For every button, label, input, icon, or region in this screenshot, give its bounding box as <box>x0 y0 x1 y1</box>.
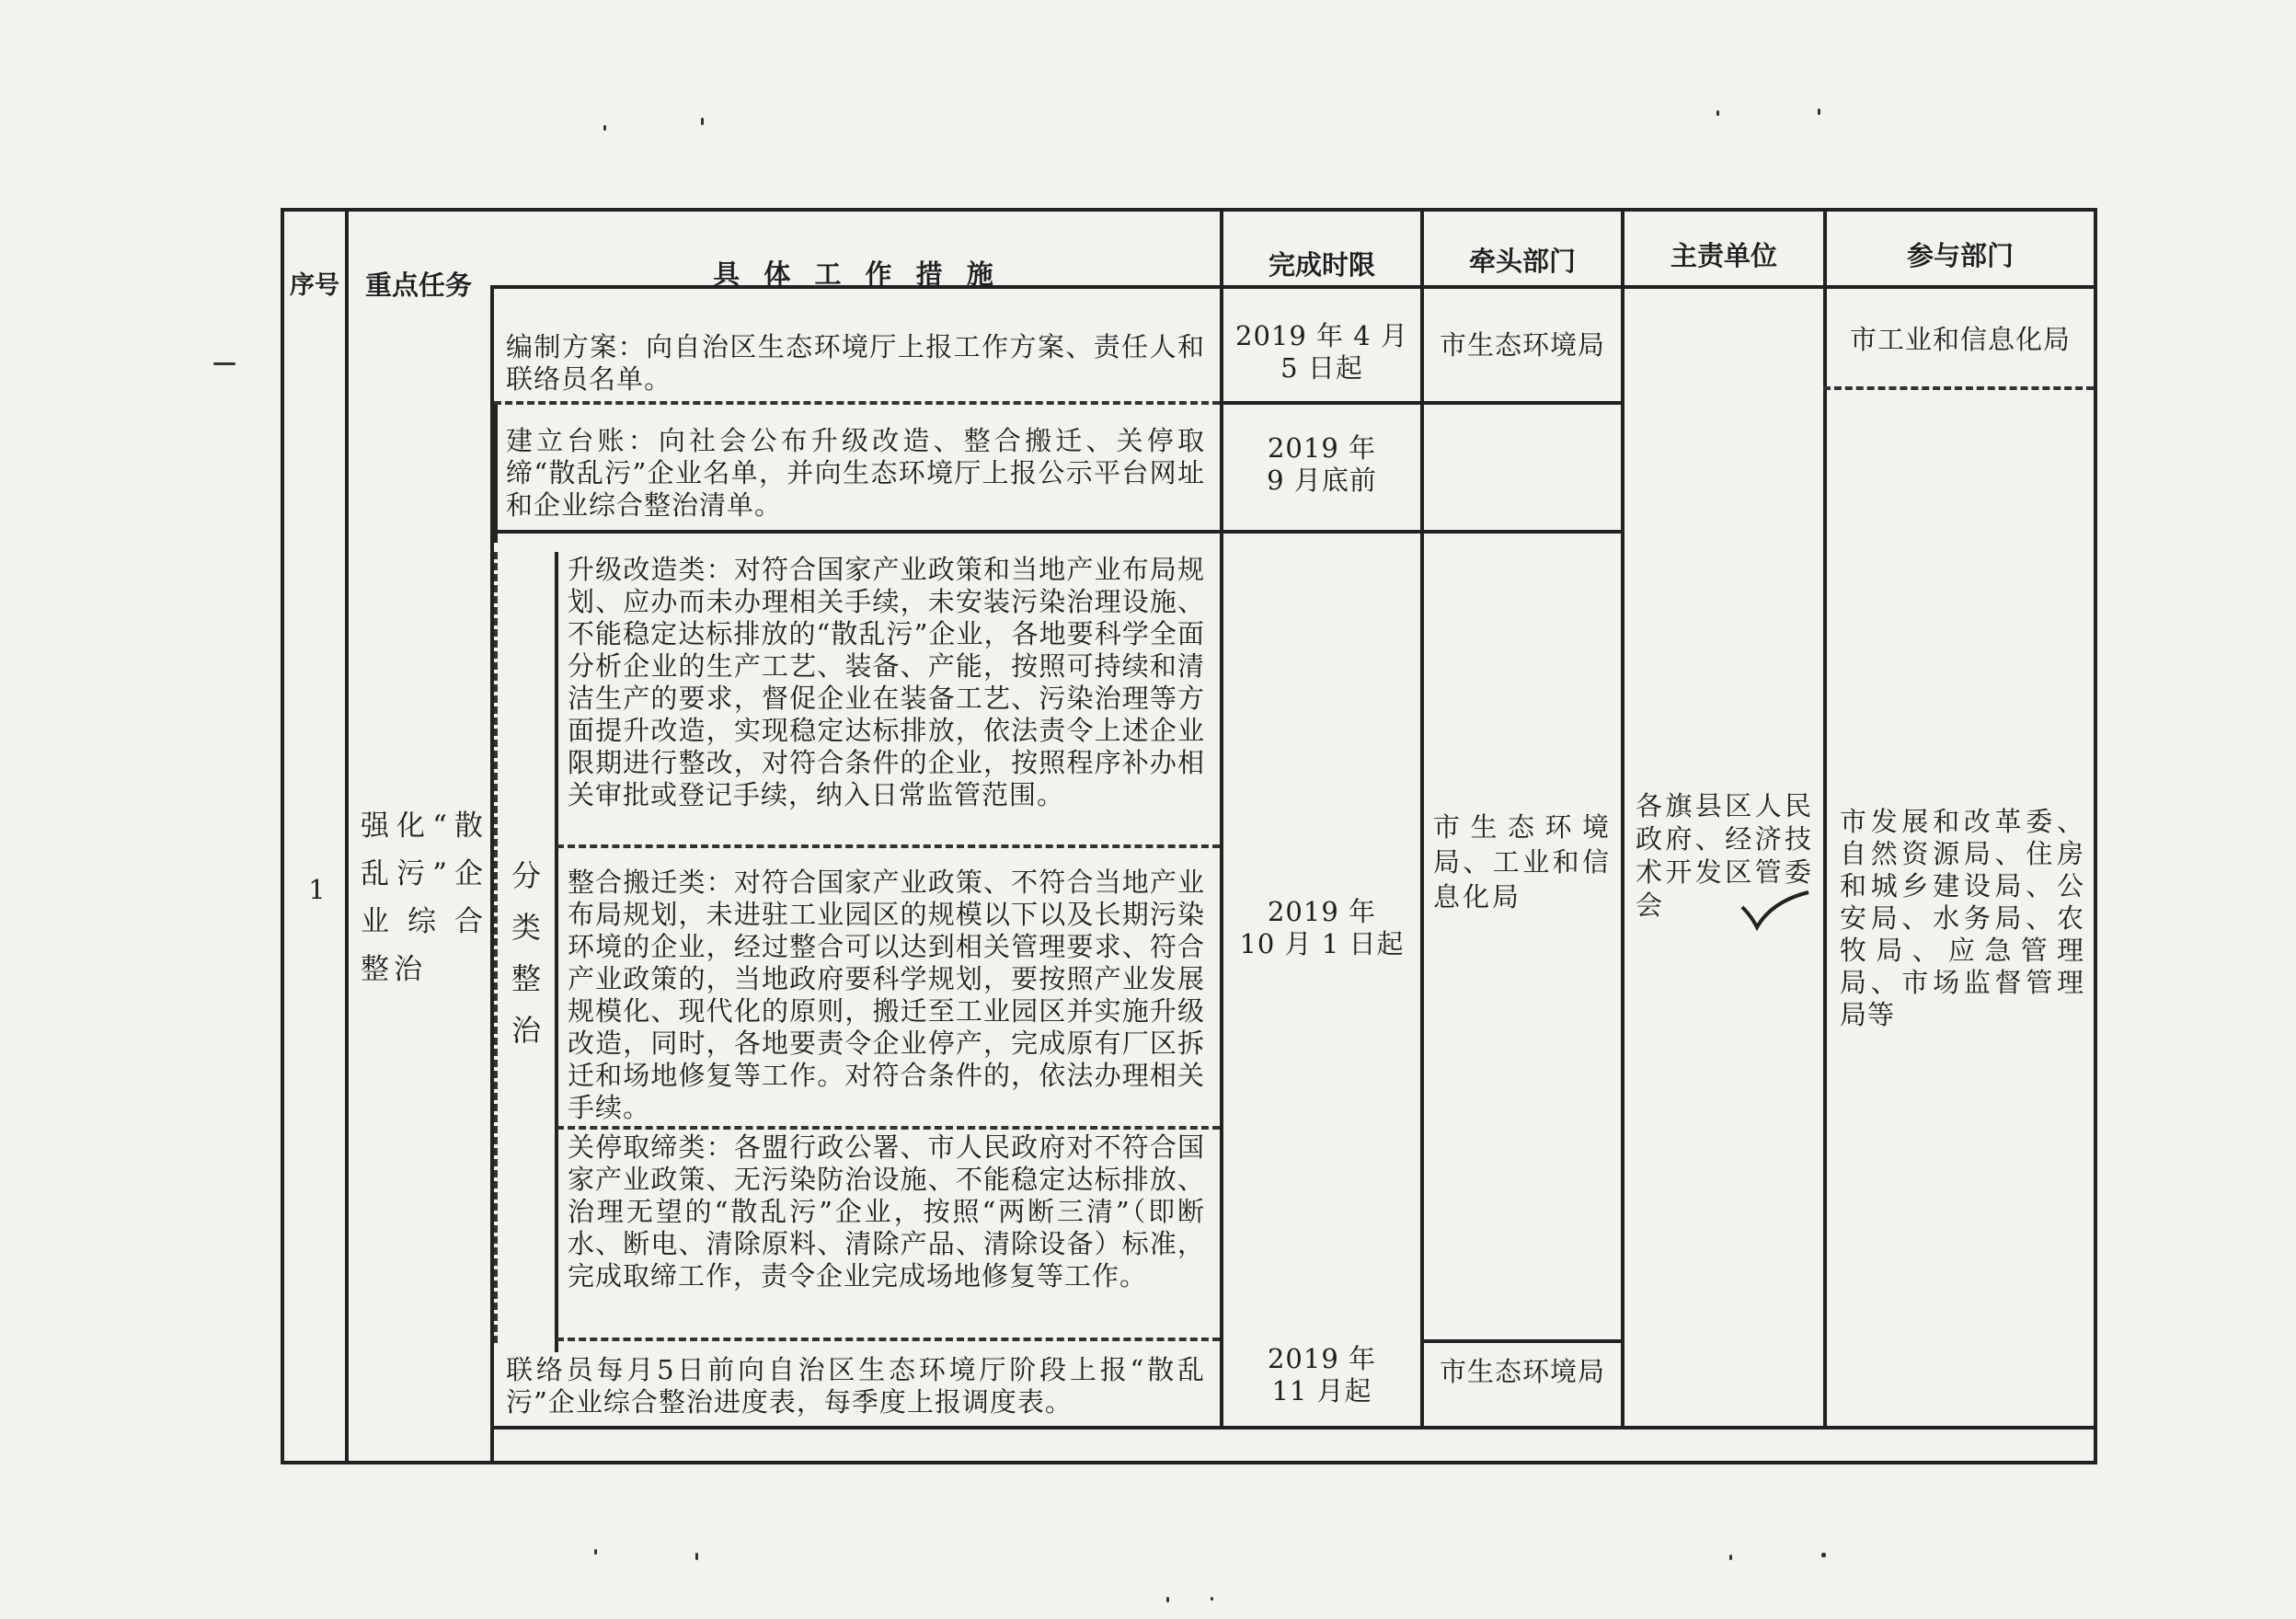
row-divider-1-right <box>1220 401 1624 405</box>
header-lead: 牵头部门 <box>1468 246 1576 277</box>
subcol-divider-left <box>494 552 498 1343</box>
scan-mark <box>701 118 704 125</box>
deadline-4: 2019 年 11 月起 <box>1267 1343 1377 1407</box>
measure-upgrade: 升级改造类：对符合国家产业政策和当地产业布局规划、应办而未办理相关手续，未安装污染治理设施、不能稳定达标排放的“散乱污”企业，各地要科学全面分析企业的生产工艺、装备、产能，按照可持续和清洁生产的要求，督促企业在装备工艺、污染治理等方面提升改造，实现稳定达标排放，依法责令上述企业限期进行整改，对符合条件的企业，按照程序补办相关审批或登记手续，纳入日常监管范围。 <box>568 554 1205 810</box>
row-divider-1 <box>494 401 1220 405</box>
scan-mark <box>1716 110 1719 116</box>
row-task: 强化“散乱污”企业综合整治 <box>361 810 488 986</box>
deadline-1: 2019 年 4 月 5 日起 <box>1235 320 1408 384</box>
subrow-divider-3 <box>557 1338 1220 1341</box>
subrow-divider-2 <box>557 1126 1220 1130</box>
table-right-border <box>2094 208 2097 1464</box>
header-participating: 参与部门 <box>1906 240 2014 271</box>
responsible-unit: 各旗县区人民政府、经济技术开发区管委会 <box>1636 790 1814 921</box>
scan-mark <box>1818 109 1820 115</box>
table-left-border <box>281 208 284 1464</box>
participating-divider <box>1823 386 2094 390</box>
table-bottom-border <box>281 1461 2097 1464</box>
deadline-2: 2019 年 9 月底前 <box>1267 432 1377 496</box>
row-divider-2-lead <box>1420 530 1624 534</box>
col-divider-lead <box>1621 208 1624 1428</box>
scan-mark <box>213 362 235 365</box>
scan-mark <box>1166 1597 1169 1602</box>
measure-plan: 编制方案：向自治区生态环境厅上报工作方案、责任人和联络员名单。 <box>506 331 1205 395</box>
header-measures: 具 体 工 作 措 施 <box>713 258 1001 290</box>
header-responsible: 主责单位 <box>1670 240 1777 271</box>
col-divider-measures <box>1220 208 1223 1428</box>
checkmark-icon <box>1739 889 1812 935</box>
header-seq: 序号 <box>290 271 339 300</box>
subcol-divider-right <box>555 552 558 1352</box>
col-divider-deadline <box>1420 208 1424 1428</box>
participating-1: 市工业和信息化局 <box>1849 324 2071 355</box>
scan-mark <box>1211 1597 1213 1601</box>
scan-mark <box>1821 1553 1826 1557</box>
measure-shutdown: 关停取缔类：各盟行政公署、市人民政府对不符合国家产业政策、无污染防治设施、不能稳定达标排放、治理无望的“散乱污”企业，按照“两断三清”（即断水、断电、清除原料、清除产品、清除设备）标准，完成取缔工作，责令企业完成场地修复等工作。 <box>568 1131 1205 1292</box>
measure-left-border <box>494 405 498 543</box>
subrow-divider-1 <box>557 844 1220 848</box>
lead-divider-3 <box>1420 1339 1624 1343</box>
lead-unit-3: 市生态环境局 <box>1439 1356 1605 1387</box>
scan-mark <box>603 125 606 131</box>
measure-report: 联络员每月5日前向自治区生态环境厅阶段上报“散乱污”企业综合整治进度表，每季度上报调度表。 <box>506 1354 1205 1418</box>
measure-relocate: 整合搬迁类：对符合国家产业政策、不符合当地产业布局规划，未进驻工业园区的规模以下以及长期污染环境的企业，经过整合可以达到相关管理要求、符合产业政策的，当地政府要科学规划，要按照产业发展规模化、现代化的原则，搬迁至工业园区并实施升级改造，同时，各地要责令企业停产，完成原有厂区拆迁和场地修复等工作。对符合条件的，依法办理相关手续。 <box>568 867 1205 1123</box>
lead-unit-2: 市生态环境局、工业和信息化局 <box>1433 811 1612 913</box>
row-divider-2 <box>494 530 1420 534</box>
participating-2: 市发展和改革委、自然资源局、住房和城乡建设局、公安局、水务局、农牧局、应急管理局、市场监督管理局等 <box>1840 806 2084 1030</box>
col-divider-seq <box>345 208 349 1464</box>
header-task: 重点任务 <box>364 270 472 301</box>
header-deadline: 完成时限 <box>1268 249 1375 281</box>
row-seq: 1 <box>308 874 327 905</box>
body-bottom-border <box>494 1426 2095 1430</box>
lead-unit-1: 市生态环境局 <box>1439 329 1605 361</box>
measure-ledger: 建立台账：向社会公布升级改造、整合搬迁、关停取缔“散乱污”企业名单，并向生态环境厅上报公示平台网址和企业综合整治清单。 <box>506 425 1205 521</box>
scan-mark <box>594 1549 597 1555</box>
scan-mark <box>695 1553 698 1560</box>
classification-label: 分类整治 <box>511 858 541 1048</box>
col-divider-responsible <box>1823 208 1827 1428</box>
scan-mark <box>1729 1555 1732 1560</box>
deadline-3: 2019 年 10 月 1 日起 <box>1239 896 1405 959</box>
